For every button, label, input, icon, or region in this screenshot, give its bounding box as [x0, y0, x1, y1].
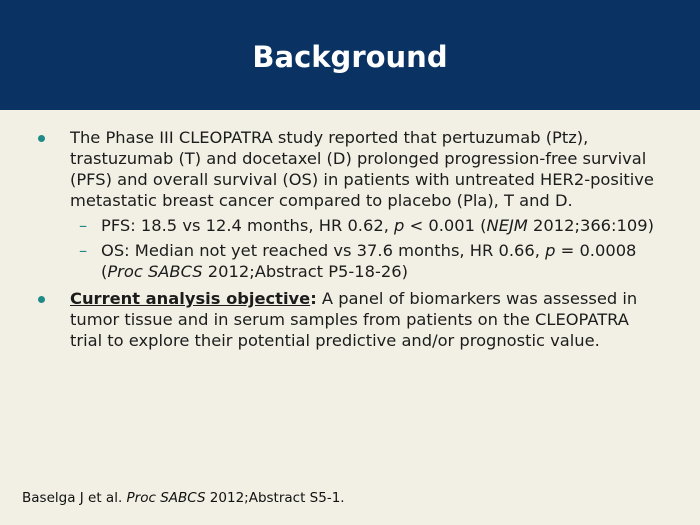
journal-name: Proc SABCS	[107, 262, 203, 281]
dash-icon: –	[79, 216, 88, 235]
os-text-post: 2012;Abstract P5-18-26)	[202, 262, 408, 281]
footnote-journal: Proc SABCS	[126, 490, 206, 506]
objective-heading: Current analysis objective	[70, 289, 311, 308]
dash-icon: –	[79, 241, 88, 260]
bullet-cleopatra-summary	[38, 127, 658, 211]
os-text-mid: = 0.0008 (	[101, 241, 637, 281]
bullet-analysis-objective	[38, 288, 658, 351]
p-symbol: p	[394, 216, 405, 235]
bullet-dot-icon	[38, 135, 45, 142]
sub-bullet-pfs	[38, 215, 658, 236]
pfs-text-post: 2012;366:109)	[527, 216, 654, 235]
bullet-dot-icon	[38, 296, 45, 303]
footnote-citation	[22, 490, 345, 506]
p-symbol: p	[545, 241, 556, 260]
footnote-pre: Baselga J et al.	[22, 490, 127, 506]
footnote-post: 2012;Abstract S5-1.	[205, 490, 345, 506]
title-bar	[0, 0, 700, 110]
os-text-pre: OS: Median not yet reached vs 37.6 months, HR 0.66,	[101, 241, 546, 260]
pfs-text-mid: < 0.001 (	[404, 216, 487, 235]
objective-colon: :	[310, 289, 317, 308]
objective-text: A panel of biomarkers was assessed in tumor tissue and in serum samples from patients on the CLEOPATRA trial to explore their potential predictive and/or prognostic value.	[70, 289, 638, 350]
slide-content	[38, 127, 658, 351]
slide-title: Background	[252, 40, 448, 74]
bullet-text: The Phase III CLEOPATRA study reported that pertuzumab (Ptz), trastuzumab (T) and docetaxel (D) prolonged progression-free survival (PFS) and overall survival (OS) in patients with untreated HER2-positive metastatic breast cancer compared to placebo (Pla), T and D.	[70, 128, 654, 210]
pfs-text-pre: PFS: 18.5 vs 12.4 months, HR 0.62,	[101, 216, 395, 235]
journal-name: NEJM	[486, 216, 528, 235]
sub-bullet-os	[38, 240, 658, 282]
